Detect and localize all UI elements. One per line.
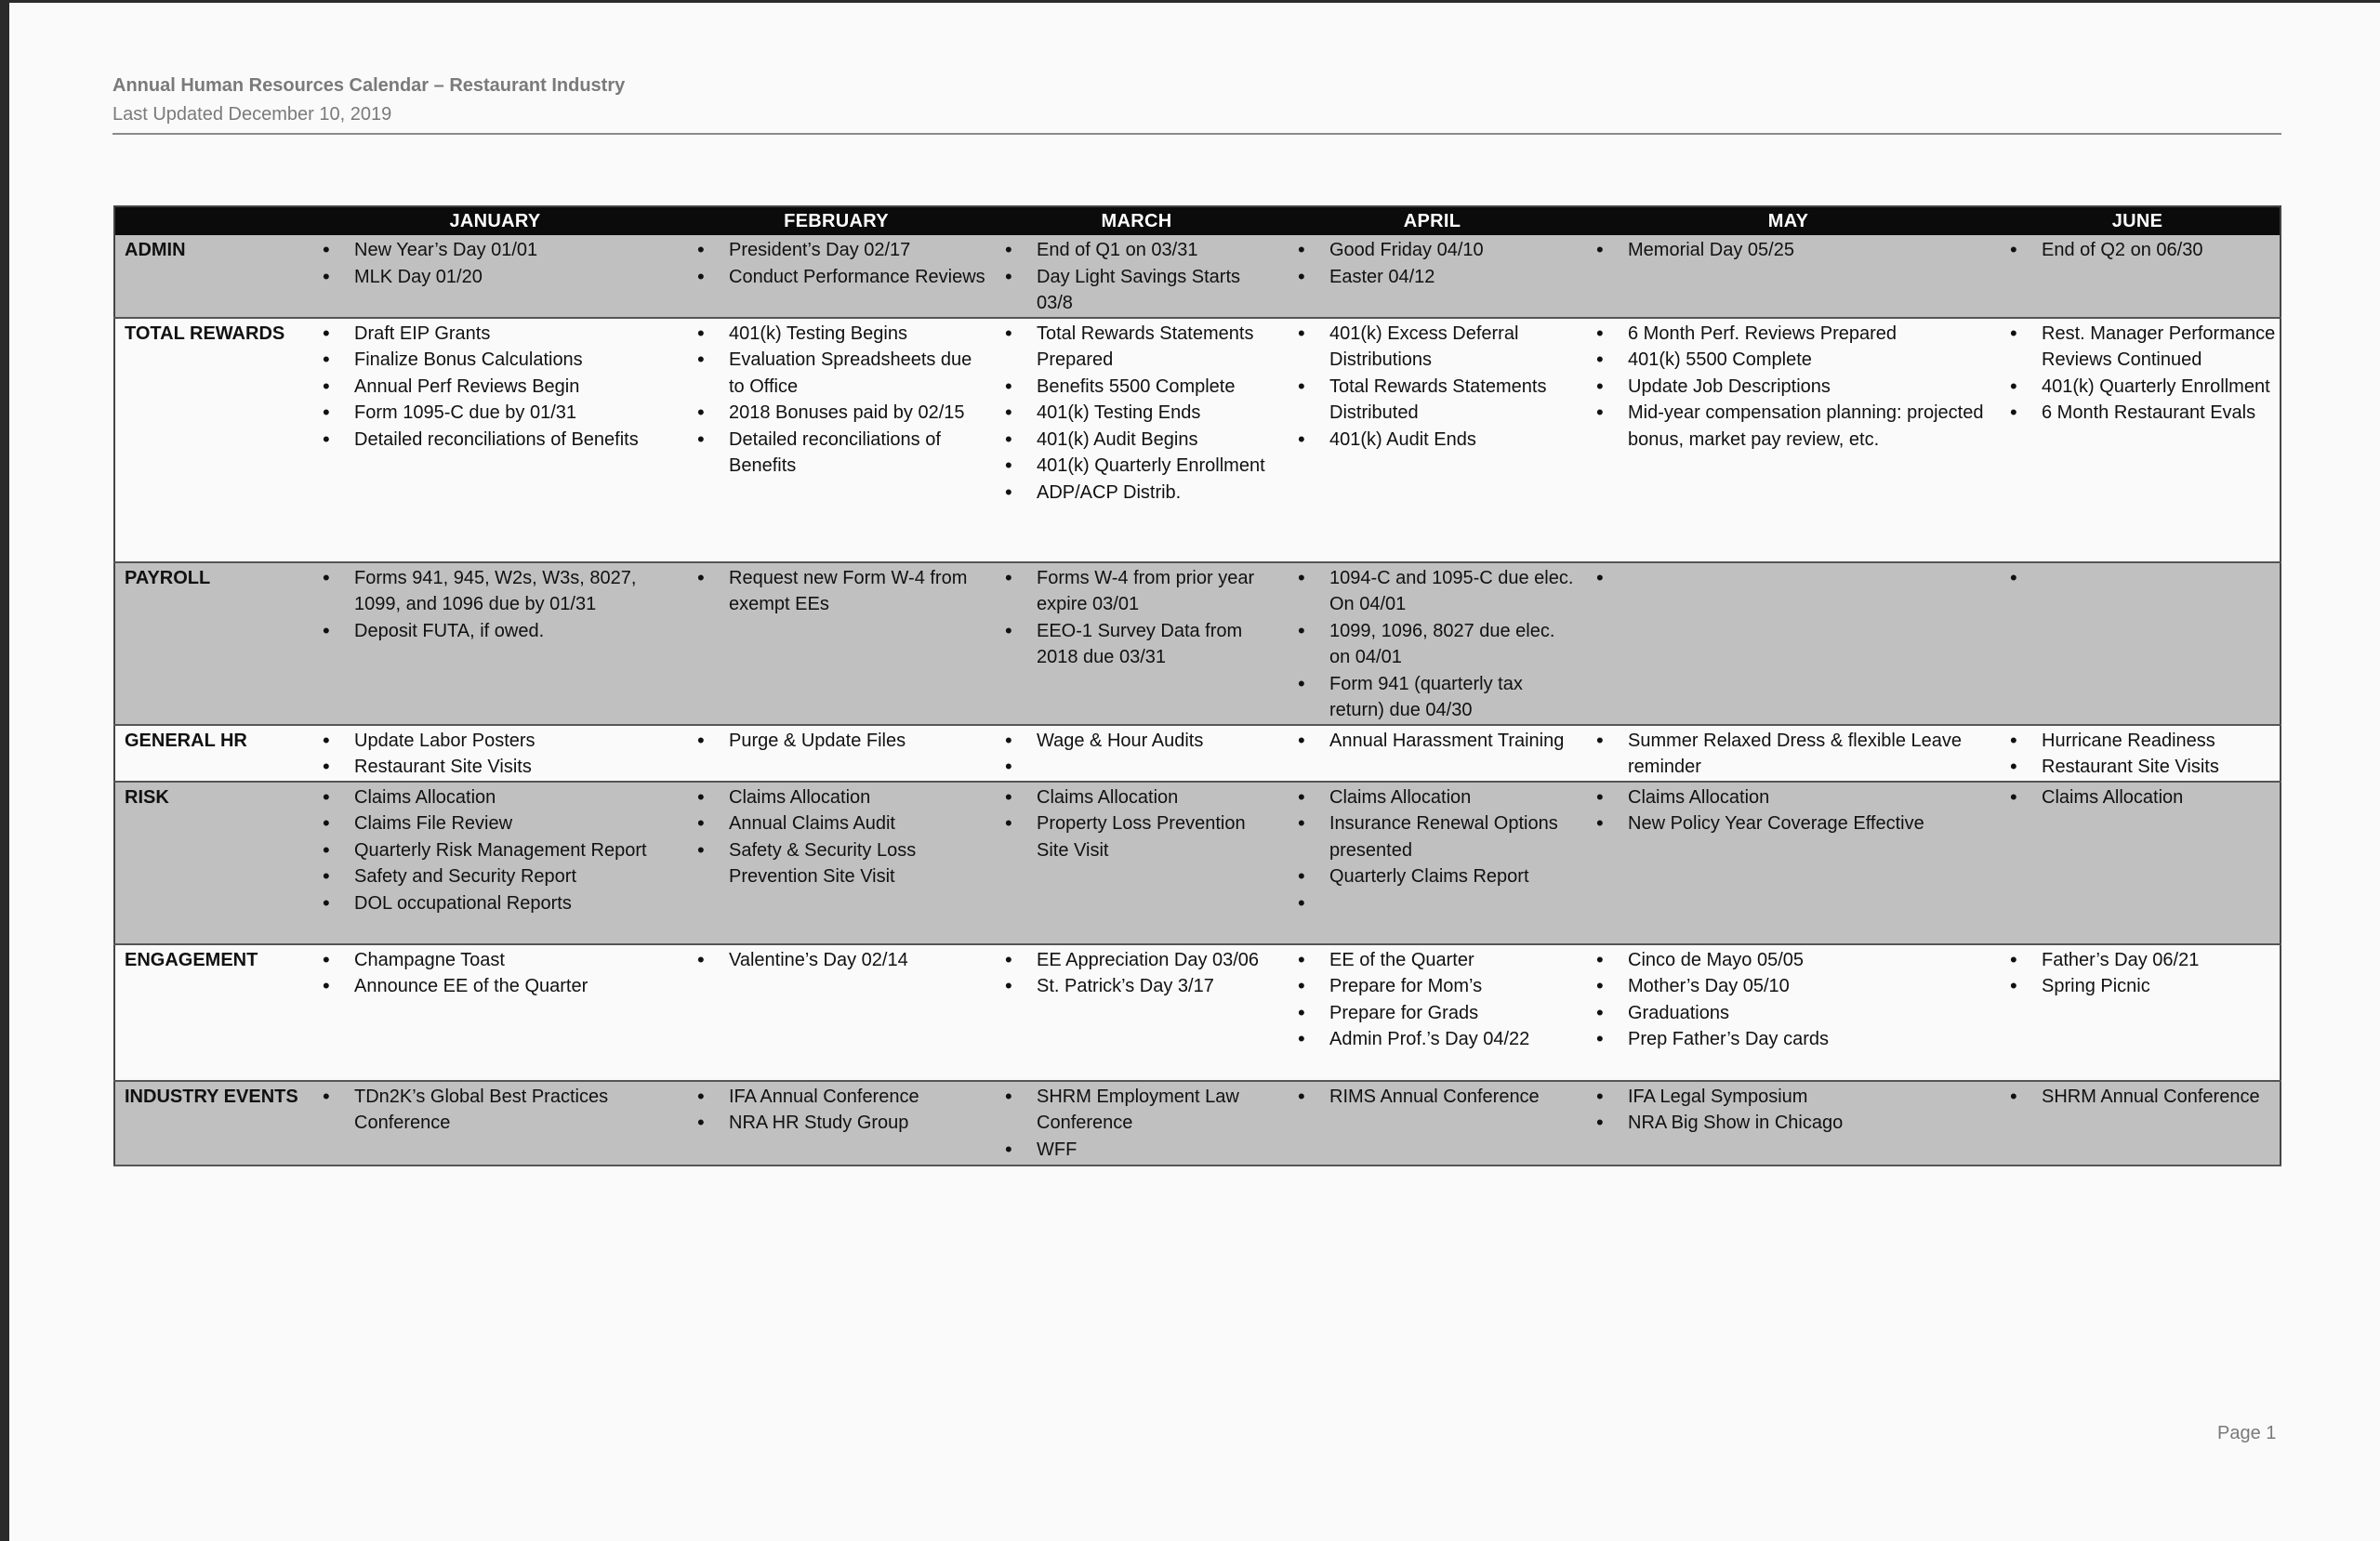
task-item: • Wage & Hour Audits [994, 728, 1279, 755]
month-cell [682, 562, 990, 725]
document-last-updated: Last Updated December 10, 2019 [112, 104, 392, 125]
document-page [9, 3, 2380, 1541]
month-cell [308, 235, 682, 318]
month-cell [1995, 235, 2281, 318]
month-cell [990, 318, 1283, 562]
task-item: • Memorial Day 05/25 [1585, 237, 1991, 264]
task-list [1287, 565, 1578, 724]
task-list [686, 565, 986, 618]
month-cell [990, 725, 1283, 782]
calendar-body [114, 235, 2281, 1166]
task-list [1287, 784, 1578, 917]
month-cell [1581, 235, 1995, 318]
month-cell [1995, 1081, 2281, 1166]
task-item: • 2018 Bonuses paid by 02/15 [686, 400, 986, 427]
task-item: • Claims Allocation [994, 784, 1279, 811]
task-item [994, 754, 1279, 781]
task-item: • Safety & Security Loss Prevention Site Visit [686, 837, 986, 890]
task-item: • Form 1095-C due by 01/31 [311, 400, 679, 427]
task-item: • Annual Claims Audit [686, 810, 986, 837]
task-item: • Easter 04/12 [1287, 264, 1578, 291]
task-item: • 6 Month Perf. Reviews Prepared [1585, 321, 1991, 348]
task-list [1287, 728, 1578, 755]
task-item: • 1099, 1096, 8027 due elec. on 04/01 [1287, 618, 1578, 671]
task-list [1287, 237, 1578, 290]
task-list [994, 947, 1279, 1000]
task-list [311, 728, 679, 781]
month-header: JANUARY [308, 206, 682, 235]
task-list [994, 237, 1279, 317]
task-item: • Conduct Performance Reviews [686, 264, 986, 291]
month-cell [990, 562, 1283, 725]
task-item: • Benefits 5500 Complete [994, 374, 1279, 401]
category-row [114, 318, 2281, 562]
task-item: • Claims Allocation [686, 784, 986, 811]
task-item: • Father’s Day 06/21 [1999, 947, 2276, 974]
task-item: • SHRM Employment Law Conference [994, 1084, 1279, 1137]
task-item: • EEO-1 Survey Data from 2018 due 03/31 [994, 618, 1279, 671]
task-list [1585, 321, 1991, 454]
month-cell [1995, 562, 2281, 725]
month-header: JUNE [1995, 206, 2281, 235]
task-item: • End of Q2 on 06/30 [1999, 237, 2276, 264]
task-item: • Prepare for Mom’s [1287, 973, 1578, 1000]
task-item: • Rest. Manager Performance Reviews Continued [1999, 321, 2276, 374]
task-list [1585, 237, 1991, 264]
month-cell [990, 1081, 1283, 1166]
category-label: RISK [114, 782, 308, 944]
task-list [311, 237, 679, 290]
month-cell [1995, 782, 2281, 944]
task-item: • Forms 941, 945, W2s, W3s, 8027, 1099, and 1096 due by 01/31 [311, 565, 679, 618]
task-item: • Evaluation Spreadsheets due to Office [686, 347, 986, 400]
task-item: • Property Loss Prevention Site Visit [994, 810, 1279, 863]
month-cell [1581, 562, 1995, 725]
month-cell [1283, 235, 1581, 318]
task-list [994, 784, 1279, 864]
hr-calendar-table [113, 205, 2281, 1166]
task-list [1585, 784, 1991, 837]
month-cell [1581, 944, 1995, 1081]
month-cell [1283, 725, 1581, 782]
category-row [114, 782, 2281, 944]
month-cell [1283, 944, 1581, 1081]
task-item: • 401(k) Quarterly Enrollment [994, 453, 1279, 480]
task-list [994, 321, 1279, 507]
category-label: INDUSTRY EVENTS [114, 1081, 308, 1166]
task-item: • MLK Day 01/20 [311, 264, 679, 291]
task-list [311, 784, 679, 917]
task-item: • NRA HR Study Group [686, 1110, 986, 1137]
task-item: • 401(k) Testing Begins [686, 321, 986, 348]
category-label: ENGAGEMENT [114, 944, 308, 1081]
task-list [686, 947, 986, 974]
task-item: • Quarterly Risk Management Report [311, 837, 679, 864]
task-list [1999, 321, 2276, 427]
month-cell [1581, 725, 1995, 782]
task-item: • Safety and Security Report [311, 863, 679, 890]
task-item: • RIMS Annual Conference [1287, 1084, 1578, 1111]
task-list [994, 565, 1279, 671]
task-item: • SHRM Annual Conference [1999, 1084, 2276, 1111]
task-item: • Detailed reconciliations of Benefits [311, 427, 679, 454]
task-list [1999, 237, 2276, 264]
task-list [1999, 565, 2276, 592]
month-cell [1283, 1081, 1581, 1166]
task-list [311, 1084, 679, 1137]
month-cell [990, 235, 1283, 318]
category-header-cell [114, 206, 308, 235]
task-list [1287, 1084, 1578, 1111]
task-list [686, 728, 986, 755]
task-item: • IFA Annual Conference [686, 1084, 986, 1111]
task-list [686, 1084, 986, 1137]
task-list [1585, 1084, 1991, 1137]
month-cell [1283, 562, 1581, 725]
month-cell [682, 235, 990, 318]
month-cell [1581, 1081, 1995, 1166]
document-title: Annual Human Resources Calendar – Restaurant Industry [112, 75, 626, 96]
task-list [1287, 321, 1578, 454]
task-item [1999, 565, 2276, 592]
task-list [686, 237, 986, 290]
task-item: • St. Patrick’s Day 3/17 [994, 973, 1279, 1000]
task-item: • Claims File Review [311, 810, 679, 837]
task-item: • Valentine’s Day 02/14 [686, 947, 986, 974]
task-item: • Hurricane Readiness [1999, 728, 2276, 755]
task-list [1585, 565, 1991, 592]
month-cell [990, 782, 1283, 944]
month-cell [1995, 725, 2281, 782]
task-item: • 401(k) Testing Ends [994, 400, 1279, 427]
month-header: MAY [1581, 206, 1995, 235]
task-list [1999, 1084, 2276, 1111]
task-item: • Claims Allocation [1585, 784, 1991, 811]
month-header: FEBRUARY [682, 206, 990, 235]
task-item: • Admin Prof.’s Day 04/22 [1287, 1026, 1578, 1053]
task-item: • End of Q1 on 03/31 [994, 237, 1279, 264]
task-item: • President’s Day 02/17 [686, 237, 986, 264]
task-item: • ADP/ACP Distrib. [994, 480, 1279, 507]
month-cell [308, 944, 682, 1081]
task-item: • Total Rewards Statements Distributed [1287, 374, 1578, 427]
task-item: • New Policy Year Coverage Effective [1585, 810, 1991, 837]
task-item: • Summer Relaxed Dress & flexible Leave reminder [1585, 728, 1991, 781]
task-item [1287, 890, 1578, 917]
header-divider [112, 133, 2281, 135]
task-item: • Mid-year compensation planning: projected bonus, market pay review, etc. [1585, 400, 1991, 453]
month-cell [682, 725, 990, 782]
month-cell [1283, 318, 1581, 562]
task-item: • Update Job Descriptions [1585, 374, 1991, 401]
category-row [114, 235, 2281, 318]
task-item: • Mother’s Day 05/10 [1585, 973, 1991, 1000]
category-label: ADMIN [114, 235, 308, 318]
task-item: • Prep Father’s Day cards [1585, 1026, 1991, 1053]
task-item: • WFF [994, 1137, 1279, 1164]
task-item: • 401(k) Excess Deferral Distributions [1287, 321, 1578, 374]
task-item: • Purge & Update Files [686, 728, 986, 755]
task-item: • Detailed reconciliations of Benefits [686, 427, 986, 480]
task-item: • Total Rewards Statements Prepared [994, 321, 1279, 374]
task-item: • Restaurant Site Visits [311, 754, 679, 781]
task-item: • Draft EIP Grants [311, 321, 679, 348]
task-item: • Request new Form W-4 from exempt EEs [686, 565, 986, 618]
task-item: • 401(k) Audit Begins [994, 427, 1279, 454]
task-item: • Annual Harassment Training [1287, 728, 1578, 755]
month-header: MARCH [990, 206, 1283, 235]
page-number: Page 1 [2217, 1423, 2277, 1443]
month-cell [682, 782, 990, 944]
category-label: PAYROLL [114, 562, 308, 725]
month-cell [682, 944, 990, 1081]
month-cell [1995, 318, 2281, 562]
task-item: • IFA Legal Symposium [1585, 1084, 1991, 1111]
task-list [994, 728, 1279, 781]
task-item: • Update Labor Posters [311, 728, 679, 755]
task-item: • Cinco de Mayo 05/05 [1585, 947, 1991, 974]
month-cell [308, 782, 682, 944]
month-cell [308, 1081, 682, 1166]
month-cell [1995, 944, 2281, 1081]
task-item: • DOL occupational Reports [311, 890, 679, 917]
month-header-row [114, 206, 2281, 235]
task-list [311, 321, 679, 454]
category-row [114, 1081, 2281, 1166]
task-item: • Restaurant Site Visits [1999, 754, 2276, 781]
category-label: TOTAL REWARDS [114, 318, 308, 562]
task-item: • Form 941 (quarterly tax return) due 04/30 [1287, 671, 1578, 724]
task-list [1585, 728, 1991, 781]
task-item: • NRA Big Show in Chicago [1585, 1110, 1991, 1137]
task-list [1999, 728, 2276, 781]
task-list [311, 947, 679, 1000]
category-row [114, 725, 2281, 782]
task-item: • Prepare for Grads [1287, 1000, 1578, 1027]
task-list [686, 784, 986, 890]
task-item: • Spring Picnic [1999, 973, 2276, 1000]
category-row [114, 562, 2281, 725]
task-item: • Deposit FUTA, if owed. [311, 618, 679, 645]
task-list [994, 1084, 1279, 1164]
task-item: • 401(k) Quarterly Enrollment [1999, 374, 2276, 401]
task-item: • Day Light Savings Starts 03/8 [994, 264, 1279, 317]
category-row [114, 944, 2281, 1081]
month-cell [990, 944, 1283, 1081]
task-item: • Claims Allocation [1287, 784, 1578, 811]
task-item: • Claims Allocation [311, 784, 679, 811]
task-item: • EE Appreciation Day 03/06 [994, 947, 1279, 974]
task-item: • EE of the Quarter [1287, 947, 1578, 974]
task-item: • 1094-C and 1095-C due elec. On 04/01 [1287, 565, 1578, 618]
task-item: • 6 Month Restaurant Evals [1999, 400, 2276, 427]
task-list [1999, 947, 2276, 1000]
task-item: • 401(k) 5500 Complete [1585, 347, 1991, 374]
task-item: • Insurance Renewal Options presented [1287, 810, 1578, 863]
task-item: • Claims Allocation [1999, 784, 2276, 811]
window-left-border [0, 0, 9, 1541]
task-list [686, 321, 986, 480]
month-cell [1581, 318, 1995, 562]
month-header: APRIL [1283, 206, 1581, 235]
month-cell [308, 562, 682, 725]
task-list [1287, 947, 1578, 1053]
task-item: • Announce EE of the Quarter [311, 973, 679, 1000]
month-cell [682, 1081, 990, 1166]
month-cell [682, 318, 990, 562]
month-cell [1581, 782, 1995, 944]
task-item: • Annual Perf Reviews Begin [311, 374, 679, 401]
category-label: GENERAL HR [114, 725, 308, 782]
task-item: • Graduations [1585, 1000, 1991, 1027]
month-cell [1283, 782, 1581, 944]
task-item: • 401(k) Audit Ends [1287, 427, 1578, 454]
month-cell [308, 725, 682, 782]
task-item: • Quarterly Claims Report [1287, 863, 1578, 890]
task-item: • Champagne Toast [311, 947, 679, 974]
task-list [1585, 947, 1991, 1053]
task-item: • Finalize Bonus Calculations [311, 347, 679, 374]
task-item: • Good Friday 04/10 [1287, 237, 1578, 264]
task-item: • New Year’s Day 01/01 [311, 237, 679, 264]
task-list [311, 565, 679, 645]
task-item [1585, 565, 1991, 592]
month-cell [308, 318, 682, 562]
task-list [1999, 784, 2276, 811]
task-item: • TDn2K’s Global Best Practices Conference [311, 1084, 679, 1137]
task-item: • Forms W-4 from prior year expire 03/01 [994, 565, 1279, 618]
